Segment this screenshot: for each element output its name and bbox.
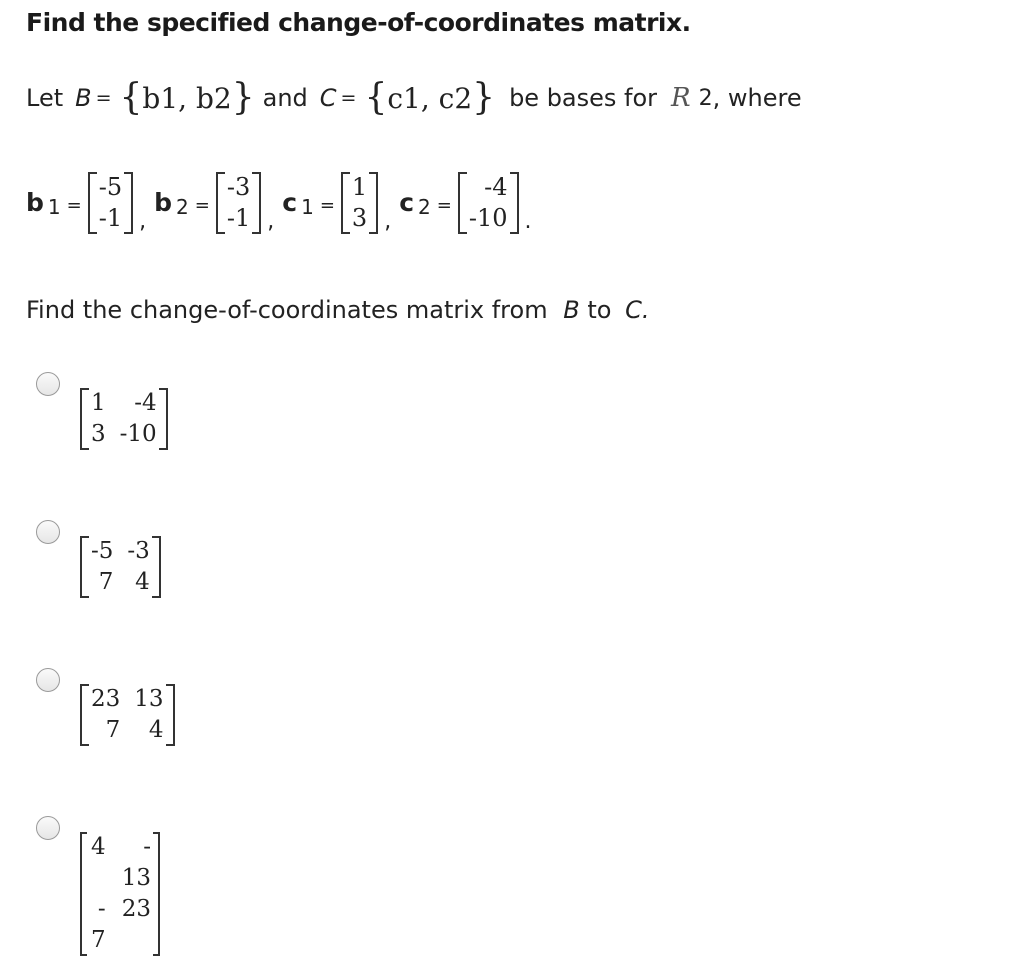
close-brace: } xyxy=(231,77,255,118)
option-matrix xyxy=(80,388,168,450)
real-space-symbol: R xyxy=(671,83,691,113)
matrix-cell: 4 xyxy=(148,717,164,743)
basis-definition xyxy=(26,77,802,118)
vector-label-b1: b 1 = xyxy=(26,187,82,219)
matrix-cell: 4 xyxy=(91,834,106,860)
matrix-cell: 13 xyxy=(134,686,164,712)
vector-matrix-b1: -5 -1 xyxy=(88,172,133,234)
matrix-cell: 3 xyxy=(91,421,106,447)
matrix-cell: 1 xyxy=(91,390,106,416)
matrix-cell: -4 xyxy=(134,390,157,416)
close-brace: } xyxy=(472,77,496,118)
vector-label-c2: c 2 = xyxy=(399,187,452,219)
let-text: Let xyxy=(26,84,64,112)
basis-c-set: c1, c2 xyxy=(387,81,473,115)
option-matrix xyxy=(80,536,161,598)
equals-sign: = xyxy=(340,87,357,109)
matrix-cell: - 13 xyxy=(121,834,151,891)
option-matrix xyxy=(80,832,160,956)
be-bases-text: be bases for xyxy=(509,84,658,112)
where-text: , where xyxy=(712,84,802,112)
radio-button[interactable] xyxy=(36,668,60,692)
option-matrix xyxy=(80,684,175,746)
vector-matrix-c1: 1 3 xyxy=(341,172,378,234)
separator: , xyxy=(384,209,392,234)
separator: . xyxy=(524,209,532,234)
matrix-cell: 23 xyxy=(91,686,121,712)
question-text: Find the change-of-coordinates matrix from B to C. xyxy=(26,296,650,324)
open-brace: { xyxy=(119,77,143,118)
basis-c-symbol: C xyxy=(319,84,337,112)
vector-label-b2: b 2 = xyxy=(154,187,210,219)
separator: , xyxy=(139,209,147,234)
vector-definitions xyxy=(26,172,540,234)
matrix-cell: 7 xyxy=(105,717,121,743)
basis-b-symbol: B xyxy=(75,84,92,112)
matrix-cell: 7 xyxy=(98,569,114,595)
radio-button[interactable] xyxy=(36,520,60,544)
radio-button[interactable] xyxy=(36,372,60,396)
separator: , xyxy=(267,209,275,234)
page-title: Find the specified change-of-coordinates matrix. xyxy=(26,8,691,37)
vector-label-c1: c 1 = xyxy=(282,187,335,219)
matrix-cell: -3 xyxy=(127,538,150,564)
dimension-exponent: 2 xyxy=(698,85,713,111)
matrix-cell: -5 xyxy=(91,538,114,564)
basis-b-set: b1, b2 xyxy=(142,81,232,115)
equals-sign: = xyxy=(95,87,112,109)
matrix-cell: -10 xyxy=(119,421,157,447)
and-text: and xyxy=(262,84,308,112)
open-brace: { xyxy=(364,77,388,118)
vector-matrix-c2: -4 -10 xyxy=(458,172,519,234)
matrix-cell: 23 xyxy=(121,896,151,922)
radio-button[interactable] xyxy=(36,816,60,840)
matrix-cell: - 7 xyxy=(91,896,106,953)
vector-matrix-b2: -3 -1 xyxy=(216,172,261,234)
matrix-cell: 4 xyxy=(135,569,150,595)
